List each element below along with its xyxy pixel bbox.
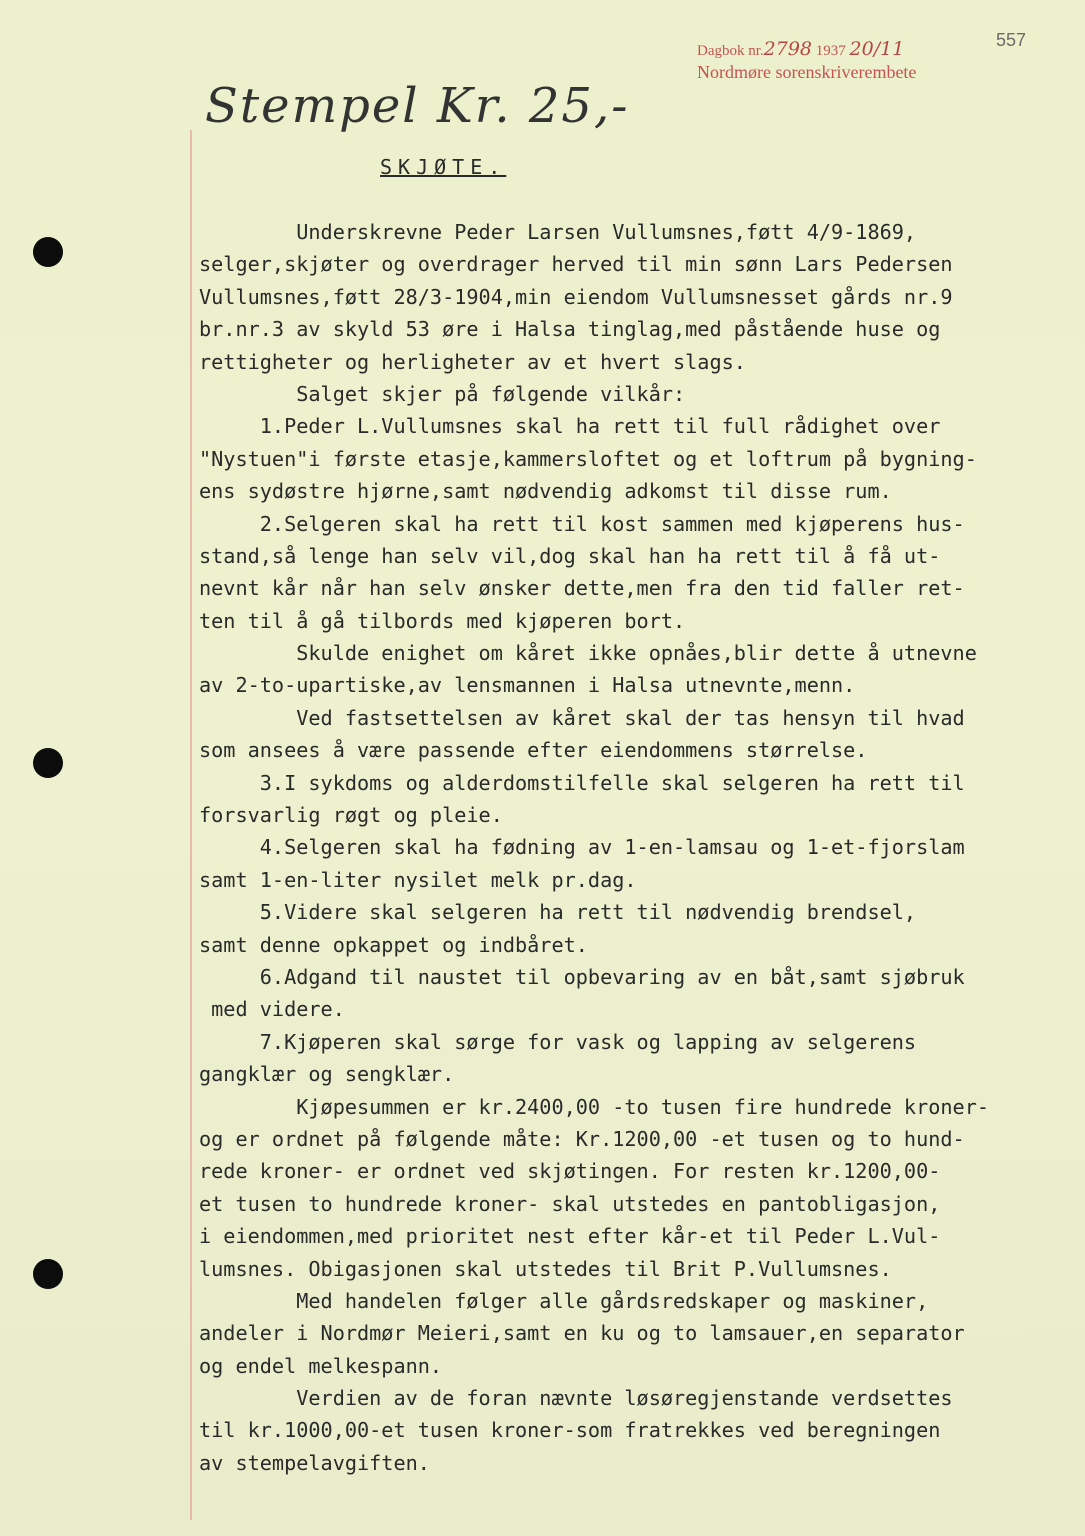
text-line: 5.Videre skal selgeren ha rett til nødvendig brendsel, [199, 900, 917, 925]
text-line: 3.I sykdoms og alderdomstilfelle skal selgeren ha rett til [199, 770, 965, 795]
text-line: 2.Selgeren skal ha rett til kost sammen med kjøperens hus- [199, 511, 965, 536]
registry-stamp-line2: Nordmøre sorenskriverembete [697, 62, 917, 82]
text-line: andeler i Nordmør Meieri,samt en ku og to lamsauer,en separator [199, 1321, 965, 1346]
text-line: "Nystuen"i første etasje,kammersloftet og et loftrum på bygning- [199, 446, 977, 471]
text-line: rede kroner- er ordnet ved skjøtingen. For resten kr.1200,00- [199, 1159, 941, 1184]
text-line: i eiendommen,med prioritet nest efter kår-et til Peder L.Vul- [199, 1224, 941, 1249]
text-line: samt denne opkappet og indbåret. [199, 932, 588, 957]
stamp-number: 2798 [763, 38, 813, 60]
text-line: Skulde enighet om kåret ikke opnåes,blir dette å utnevne [199, 641, 977, 666]
text-line: 6.Adgand til naustet til opbevaring av en båt,samt sjøbruk [199, 964, 965, 989]
text-line: nevnt kår når han selv ønsker dette,men fra den tid faller ret- [199, 576, 965, 601]
text-line: Vullumsnes,føtt 28/3-1904,min eiendom Vullumsnesset gårds nr.9 [199, 284, 953, 309]
text-line: 7.Kjøperen skal sørge for vask og lapping av selgerens [199, 1029, 917, 1054]
handwritten-stamp-fee-note: Stempel Kr. 25,- [205, 78, 630, 134]
text-line: forsvarlig røgt og pleie. [199, 803, 503, 828]
stamp-date: 20/11 [849, 38, 905, 60]
text-line: et tusen to hundrede kroner- skal utstedes en pantobligasjon, [199, 1191, 941, 1216]
page-number: 557 [996, 30, 1027, 50]
stamp-year: 1937 [815, 43, 846, 59]
text-line: lumsnes. Obigasjonen skal utstedes til Brit P.Vullumsnes. [199, 1256, 892, 1281]
text-line: og er ordnet på følgende måte: Kr.1200,00 -et tusen og to hund- [199, 1126, 965, 1151]
text-line: av 2-to-upartiske,av lensmannen i Halsa utnevnte,menn. [199, 673, 856, 698]
text-line: rettigheter og herligheter av et hvert slags. [199, 349, 746, 374]
stamp-prefix: Dagbok nr. [697, 43, 764, 59]
text-line: selger,skjøter og overdrager herved til min sønn Lars Pedersen [199, 252, 953, 277]
text-line: og endel melkespann. [199, 1353, 443, 1378]
margin-line [190, 130, 192, 1520]
text-line: som ansees å være passende efter eiendommens størrelse. [199, 738, 868, 763]
text-line: samt 1-en-liter nysilet melk pr.dag. [199, 867, 637, 892]
registry-stamp-line1 [697, 38, 904, 60]
text-line: Kjøpesummen er kr.2400,00 -to tusen fire hundrede kroner- [199, 1094, 990, 1119]
punch-hole-top [33, 237, 63, 267]
text-line: Salget skjer på følgende vilkår: [199, 381, 686, 406]
punch-hole-bottom [33, 1259, 63, 1289]
text-line: 4.Selgeren skal ha fødning av 1-en-lamsau og 1-et-fjorslam [199, 835, 965, 860]
document-body [199, 216, 1044, 1479]
text-line: 1.Peder L.Vullumsnes skal ha rett til full rådighet over [199, 414, 941, 439]
text-line: stand,så lenge han selv vil,dog skal han ha rett til å få ut- [199, 543, 941, 568]
document-title: SKJØTE. [380, 155, 507, 179]
text-line: ens sydøstre hjørne,samt nødvendig adkomst til disse rum. [199, 479, 892, 504]
text-line: br.nr.3 av skyld 53 øre i Halsa tinglag,med påstående huse og [199, 317, 941, 342]
text-line: Med handelen følger alle gårdsredskaper og maskiner, [199, 1288, 929, 1313]
text-line: gangklær og sengklær. [199, 1062, 455, 1087]
text-line: Ved fastsettelsen av kåret skal der tas hensyn til hvad [199, 705, 965, 730]
text-line: med videre. [199, 997, 345, 1022]
text-line: Verdien av de foran nævnte løsøregjenstande verdsettes [199, 1386, 953, 1411]
text-line: til kr.1000,00-et tusen kroner-som fratrekkes ved beregningen [199, 1418, 941, 1443]
text-line: Underskrevne Peder Larsen Vullumsnes,føtt 4/9-1869, [199, 220, 917, 244]
text-line: ten til å gå tilbords med kjøperen bort. [199, 608, 686, 633]
text-line: av stempelavgiften. [199, 1450, 430, 1475]
punch-hole-middle [33, 748, 63, 778]
